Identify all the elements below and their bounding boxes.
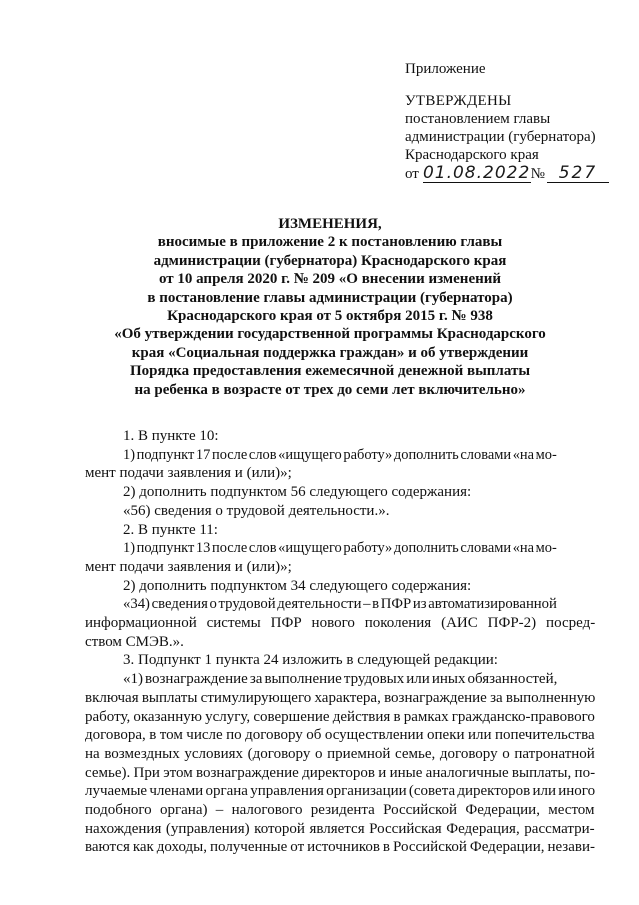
- body-line: ством СМЭВ.».: [85, 633, 184, 650]
- approval-line: Краснодарского края: [405, 147, 539, 163]
- body-line: включая выплаты стимулирующего характера, вознаграждение за выполненную: [85, 689, 596, 706]
- approval-line: администрации (губернатора): [405, 129, 596, 145]
- body-line: договора, в том числе по договору об осуществлении опеки или попечительства: [85, 727, 595, 744]
- body-line: подобного органа) – налогового резидента Российской Федерации, местом: [85, 802, 595, 819]
- document-body: [85, 427, 595, 857]
- date-prefix: от: [405, 166, 419, 182]
- title-line: «Об утверждении государственной программы Краснодарского: [114, 326, 546, 343]
- body-line: 3. Подпункт 1 пункта 24 изложить в следующей редакции:: [123, 652, 498, 669]
- handwritten-number: 527: [547, 164, 609, 183]
- title-line: на ребенка в возрасте от трех до семи лет включительно»: [134, 381, 526, 398]
- body-line: мент подачи заявления и (или)»;: [85, 465, 292, 482]
- body-line: мент подачи заявления и (или)»;: [85, 558, 292, 575]
- title-line: Краснодарского края от 5 октября 2015 г. № 938: [167, 308, 493, 325]
- title-line: вносимые в приложение 2 к постановлению главы: [157, 234, 503, 251]
- body-line: лучаемые членами органа управления организации (совета директоров или иного: [85, 783, 596, 800]
- approved-label: УТВЕРЖДЕНЫ: [405, 93, 512, 109]
- body-line: 2. В пункте 11:: [123, 521, 218, 538]
- body-line: 1. В пункте 10:: [123, 428, 219, 444]
- body-line: информационной системы ПФР нового поколения (АИС ПФР-2) посред-: [85, 615, 596, 632]
- body-line: работу, оказанную услугу, совершение действия в рамках гражданско-правового: [85, 708, 595, 725]
- body-line: ваются как доходы, полученные от источников в Российской Федерации, незави-: [85, 839, 595, 856]
- body-line: 2) дополнить подпунктом 56 следующего содержания:: [123, 484, 472, 501]
- approval-line: постановлением главы: [405, 111, 551, 127]
- document-title: [60, 215, 600, 399]
- body-line: 1) подпункт 17 после слов «ищущего работу» дополнить словами «на мо-: [123, 446, 557, 463]
- body-line: нахождения (управления) которой является Российская Федерация, рассматри-: [85, 820, 595, 837]
- appendix-label: Приложение: [405, 61, 486, 77]
- number-sign: №: [530, 166, 545, 182]
- body-line: «34) сведения о трудовой деятельности – в ПФР из автоматизированной: [123, 596, 557, 613]
- handwritten-date: 01.08.2022: [422, 163, 531, 183]
- body-line: «56) сведения о трудовой деятельности.».: [123, 502, 390, 519]
- body-line: на возмездных условиях (договору о приемной семье, договору о патронатной: [85, 745, 595, 762]
- body-line: 2) дополнить подпунктом 34 следующего содержания:: [123, 577, 472, 594]
- title-line: в постановление главы администрации (губернатора): [147, 289, 513, 306]
- body-line: «1) вознаграждение за выполнение трудовых или иных обязанностей,: [123, 671, 558, 688]
- title-line: администрации (губернатора) Краснодарского края: [153, 252, 507, 269]
- body-line: 1) подпункт 13 после слов «ищущего работу» дополнить словами «на мо-: [123, 540, 557, 557]
- title-heading: ИЗМЕНЕНИЯ,: [278, 216, 382, 232]
- title-line: от 10 апреля 2020 г. № 209 «О внесении изменений: [158, 271, 502, 288]
- body-line: семье). При этом вознаграждение директоров и иные аналогичные выплаты, по-: [85, 764, 596, 781]
- title-line: Порядка предоставления ежемесячной денежной выплаты: [129, 363, 531, 380]
- date-number-row: [405, 164, 625, 183]
- approval-block: [405, 60, 625, 183]
- title-line: края «Социальная поддержка граждан» и об утверждении: [131, 344, 529, 361]
